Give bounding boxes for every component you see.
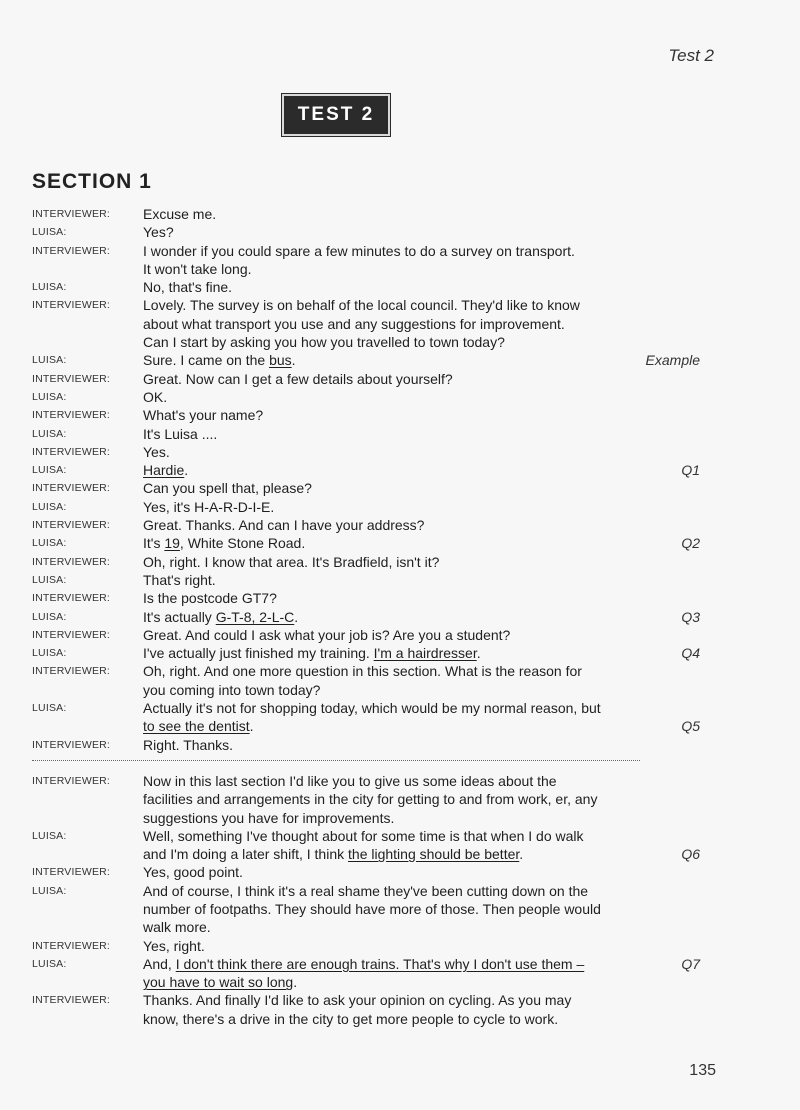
- speaker-label: INTERVIEWER:: [32, 555, 111, 568]
- dialogue-row: [32, 242, 732, 279]
- underlined-answer: Hardie: [143, 462, 185, 479]
- speech-segment: know, there's a drive in the city to get more people to cycle to work.: [143, 1010, 559, 1027]
- speech-segment: Sure. I came on the: [143, 352, 270, 369]
- speech-line: [143, 516, 643, 534]
- dialogue-row: [32, 406, 732, 424]
- speech-segment: Yes, good point.: [143, 864, 243, 881]
- speech-segment: facilities and arrangements in the city for getting to and from work, er, any: [143, 791, 598, 808]
- question-marker: Q6: [681, 846, 700, 863]
- speech-line: [143, 918, 643, 936]
- speech-segment: .: [476, 645, 481, 662]
- speech-line: [143, 736, 643, 754]
- underlined-answer: the lighting should be better: [348, 846, 520, 863]
- speech-text: [143, 736, 643, 754]
- speech-segment: Yes?: [143, 224, 174, 241]
- speech-segment: I've actually just finished my training.: [143, 645, 374, 662]
- speech-segment: Is the postcode GT7?: [143, 590, 277, 607]
- speech-text: [143, 699, 643, 736]
- speech-line: [143, 662, 643, 680]
- speaker-label: LUISA:: [32, 610, 67, 623]
- underlined-answer: bus: [269, 352, 292, 369]
- speech-line: [143, 845, 643, 863]
- speech-segment: .: [184, 462, 189, 479]
- speech-line: [143, 790, 643, 808]
- dialogue-row: [32, 425, 732, 443]
- speech-segment: Oh, right. I know that area. It's Bradfield, isn't it?: [143, 553, 440, 570]
- speech-line: [143, 425, 643, 443]
- speech-segment: and I'm doing a later shift, I think: [143, 846, 349, 863]
- speech-segment: Yes, it's H-A-R-D-I-E.: [143, 498, 275, 515]
- speaker-label: LUISA:: [32, 884, 67, 897]
- underlined-answer: G-T-8, 2-L-C: [215, 608, 295, 625]
- speaker-label: LUISA:: [32, 500, 67, 513]
- question-marker: Q1: [681, 462, 700, 479]
- dialogue-row: [32, 589, 732, 607]
- speaker-label: LUISA:: [32, 829, 67, 842]
- speech-text: [143, 571, 643, 589]
- speech-text: [143, 370, 643, 388]
- dialogue-row: [32, 991, 732, 1028]
- transcript-part-1: [32, 205, 732, 754]
- speech-line: [143, 900, 643, 918]
- question-marker: Q5: [681, 718, 700, 735]
- dialogue-row: [32, 351, 732, 369]
- speaker-label: LUISA:: [32, 390, 67, 403]
- speech-line: [143, 608, 643, 626]
- speech-line: [143, 370, 643, 388]
- speech-segment: .: [294, 608, 299, 625]
- speech-line: [143, 809, 643, 827]
- question-marker: Example: [645, 352, 700, 369]
- speaker-label: INTERVIEWER:: [32, 244, 111, 257]
- speech-line: [143, 534, 643, 552]
- speech-text: [143, 626, 643, 644]
- transcript: [32, 205, 732, 1028]
- speech-line: [143, 772, 643, 790]
- speech-segment: Right. Thanks.: [143, 736, 234, 753]
- speaker-label: LUISA:: [32, 537, 67, 550]
- transcript-part-2: [32, 772, 732, 1028]
- speech-line: [143, 351, 643, 369]
- section-title: SECTION 1: [32, 170, 152, 193]
- speech-segment: Yes.: [143, 443, 170, 460]
- speech-text: [143, 278, 643, 296]
- speech-line: [143, 937, 643, 955]
- speech-line: [143, 223, 643, 241]
- speech-line: [143, 205, 643, 223]
- speech-line: [143, 315, 643, 333]
- speech-text: [143, 827, 643, 864]
- speech-line: [143, 278, 643, 296]
- speech-line: [143, 333, 643, 351]
- dialogue-row: [32, 626, 732, 644]
- speech-segment: That's right.: [143, 571, 216, 588]
- question-marker: Q7: [681, 955, 700, 972]
- dialogue-row: [32, 882, 732, 937]
- speech-segment: suggestions you have for improvements.: [143, 809, 395, 826]
- speech-segment: Can you spell that, please?: [143, 480, 312, 497]
- speaker-label: LUISA:: [32, 354, 67, 367]
- dialogue-row: [32, 571, 732, 589]
- section-divider: [32, 760, 640, 761]
- underlined-answer: 19: [164, 535, 180, 552]
- speech-segment: It's actually: [143, 608, 216, 625]
- speech-line: [143, 882, 643, 900]
- speech-text: [143, 644, 643, 662]
- speech-text: [143, 242, 643, 279]
- speech-text: [143, 479, 643, 497]
- speech-segment: .: [293, 974, 298, 991]
- speech-text: [143, 553, 643, 571]
- speaker-label: LUISA:: [32, 427, 67, 440]
- dialogue-row: [32, 553, 732, 571]
- speech-segment: .: [249, 718, 254, 735]
- dialogue-row: [32, 278, 732, 296]
- dialogue-row: [32, 388, 732, 406]
- dialogue-row: [32, 461, 732, 479]
- dialogue-row: [32, 608, 732, 626]
- speech-segment: It won't take long.: [143, 260, 252, 277]
- speech-segment: Yes, right.: [143, 937, 205, 954]
- speech-line: [143, 498, 643, 516]
- speech-segment: about what transport you use and any suggestions for improvement.: [143, 315, 565, 332]
- speech-text: [143, 498, 643, 516]
- speech-segment: Can I start by asking you how you travelled to town today?: [143, 334, 505, 351]
- speech-line: [143, 242, 643, 260]
- dialogue-row: [32, 498, 732, 516]
- speech-segment: Excuse me.: [143, 206, 217, 222]
- dialogue-row: [32, 296, 732, 351]
- speaker-label: INTERVIEWER:: [32, 299, 111, 312]
- speech-line: [143, 443, 643, 461]
- speech-line: [143, 406, 643, 424]
- dialogue-row: [32, 863, 732, 881]
- speech-line: [143, 553, 643, 571]
- dialogue-row: [32, 205, 732, 223]
- speech-segment: Now in this last section I'd like you to give us some ideas about the: [143, 772, 557, 789]
- speaker-label: INTERVIEWER:: [32, 445, 111, 458]
- speech-line: [143, 296, 643, 314]
- speaker-label: LUISA:: [32, 573, 67, 586]
- speech-text: [143, 351, 643, 369]
- underlined-answer: to see the dentist: [143, 718, 250, 735]
- speech-segment: .: [519, 846, 524, 863]
- speech-line: [143, 388, 643, 406]
- dialogue-row: [32, 955, 732, 992]
- speaker-label: INTERVIEWER:: [32, 628, 111, 641]
- speaker-label: LUISA:: [32, 647, 67, 660]
- speech-line: [143, 626, 643, 644]
- question-marker: Q2: [681, 535, 700, 552]
- speech-line: [143, 589, 643, 607]
- speech-text: [143, 608, 643, 626]
- speech-segment: I wonder if you could spare a few minutes to do a survey on transport.: [143, 242, 575, 259]
- speech-text: [143, 955, 643, 992]
- speech-segment: Actually it's not for shopping today, which would be my normal reason, but: [143, 700, 601, 717]
- speech-segment: walk more.: [143, 919, 211, 936]
- speaker-label: LUISA:: [32, 281, 67, 294]
- speech-line: [143, 260, 643, 278]
- dialogue-row: [32, 479, 732, 497]
- speaker-label: LUISA:: [32, 226, 67, 239]
- speech-text: [143, 882, 643, 937]
- underlined-answer: I'm a hairdresser: [373, 645, 477, 662]
- speech-text: [143, 223, 643, 241]
- speech-text: [143, 534, 643, 552]
- speech-text: [143, 863, 643, 881]
- speaker-label: INTERVIEWER:: [32, 866, 111, 879]
- speech-line: [143, 717, 643, 735]
- speaker-label: INTERVIEWER:: [32, 519, 111, 532]
- speaker-label: INTERVIEWER:: [32, 774, 111, 787]
- speaker-label: INTERVIEWER:: [32, 592, 111, 605]
- speech-line: [143, 699, 643, 717]
- speaker-label: INTERVIEWER:: [32, 482, 111, 495]
- speech-segment: Great. Thanks. And can I have your address?: [143, 517, 425, 534]
- dialogue-row: [32, 662, 732, 699]
- speech-segment: .: [291, 352, 296, 369]
- speech-text: [143, 461, 643, 479]
- speech-text: [143, 772, 643, 827]
- speech-segment: Thanks. And finally I'd like to ask your opinion on cycling. As you may: [143, 992, 572, 1009]
- dialogue-row: [32, 516, 732, 534]
- underlined-answer: you have to wait so long: [143, 974, 294, 991]
- underlined-answer: I don't think there are enough trains. That's why I don't use them –: [175, 955, 585, 972]
- speech-segment: It's Luisa ....: [143, 425, 218, 442]
- speech-text: [143, 662, 643, 699]
- speech-text: [143, 388, 643, 406]
- question-marker: Q4: [681, 645, 700, 662]
- speech-segment: And,: [143, 955, 176, 972]
- speaker-label: LUISA:: [32, 957, 67, 970]
- speech-text: [143, 991, 643, 1028]
- speaker-label: INTERVIEWER:: [32, 939, 111, 952]
- speech-line: [143, 863, 643, 881]
- speech-line: [143, 991, 643, 1009]
- speech-line: [143, 571, 643, 589]
- dialogue-row: [32, 699, 732, 736]
- speech-text: [143, 296, 643, 351]
- speech-segment: Great. Now can I get a few details about yourself?: [143, 370, 453, 387]
- speech-line: [143, 955, 643, 973]
- speech-line: [143, 681, 643, 699]
- speech-line: [143, 479, 643, 497]
- dialogue-row: [32, 223, 732, 241]
- speech-segment: And of course, I think it's a real shame they've been cutting down on the: [143, 882, 589, 899]
- speaker-label: INTERVIEWER:: [32, 665, 111, 678]
- speech-segment: Well, something I've thought about for some time is that when I do walk: [143, 827, 584, 844]
- speech-line: [143, 1010, 643, 1028]
- speech-line: [143, 461, 643, 479]
- speech-segment: OK.: [143, 388, 168, 405]
- speech-segment: , White Stone Road.: [179, 535, 306, 552]
- dialogue-row: [32, 772, 732, 827]
- running-head: Test 2: [668, 46, 714, 65]
- dialogue-row: [32, 736, 732, 754]
- speaker-label: INTERVIEWER:: [32, 994, 111, 1007]
- speech-text: [143, 443, 643, 461]
- speech-segment: Great. And could I ask what your job is? Are you a student?: [143, 626, 511, 643]
- dialogue-row: [32, 370, 732, 388]
- speech-segment: number of footpaths. They should have more of those. Then people would: [143, 900, 601, 917]
- speech-text: [143, 937, 643, 955]
- speaker-label: INTERVIEWER:: [32, 372, 111, 385]
- dialogue-row: [32, 644, 732, 662]
- speech-line: [143, 644, 643, 662]
- speech-segment: Lovely. The survey is on behalf of the local council. They'd like to know: [143, 297, 580, 314]
- speaker-label: INTERVIEWER:: [32, 208, 111, 220]
- speech-line: [143, 827, 643, 845]
- speech-line: [143, 973, 643, 991]
- speech-segment: No, that's fine.: [143, 279, 233, 296]
- speaker-label: LUISA:: [32, 464, 67, 477]
- dialogue-row: [32, 827, 732, 864]
- speech-text: [143, 406, 643, 424]
- speech-text: [143, 589, 643, 607]
- speech-text: [143, 205, 643, 223]
- test-badge: TEST 2: [282, 94, 390, 136]
- speaker-label: LUISA:: [32, 702, 67, 715]
- speech-segment: you coming into town today?: [143, 681, 321, 698]
- dialogue-row: [32, 534, 732, 552]
- page-number: 135: [689, 1062, 716, 1079]
- question-marker: Q3: [681, 608, 700, 625]
- dialogue-row: [32, 937, 732, 955]
- speech-text: [143, 516, 643, 534]
- speech-segment: What's your name?: [143, 407, 264, 424]
- speech-segment: It's: [143, 535, 165, 552]
- dialogue-row: [32, 443, 732, 461]
- speech-segment: Oh, right. And one more question in this section. What is the reason for: [143, 663, 582, 680]
- speaker-label: INTERVIEWER:: [32, 738, 111, 751]
- speech-text: [143, 425, 643, 443]
- speaker-label: INTERVIEWER:: [32, 409, 111, 422]
